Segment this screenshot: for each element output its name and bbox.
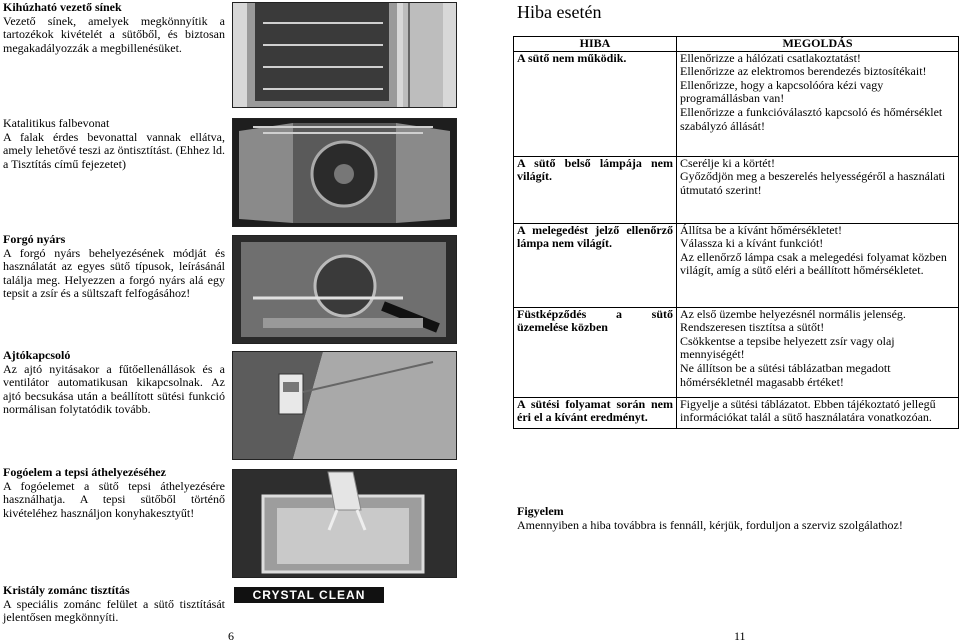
solution-line: Az első üzembe helyezésnél normális jelenség. xyxy=(680,306,906,321)
table-header-row xyxy=(514,37,959,52)
note-text: Amennyiben a hiba továbbra is fennáll, kérjük, forduljon a szerviz szolgálathoz! xyxy=(517,518,903,532)
solution-line: Válassza ki a kívánt funkciót! xyxy=(680,236,824,251)
solution-line: Ellenőrizze az elektromos berendezés biztosítékait! xyxy=(680,64,927,79)
solution-line: Ellenőrizze a hálózati csatlakoztatást! xyxy=(680,50,861,65)
pull-out-rails-image xyxy=(232,2,457,108)
solution-cell xyxy=(677,223,959,307)
table-row xyxy=(514,156,959,223)
section-title: Kihúzható vezető sínek xyxy=(3,0,122,14)
fault-cell: A melegedést jelző ellenőrző lámpa nem világít. xyxy=(514,223,677,307)
solution-cell xyxy=(677,51,959,156)
door-switch-image xyxy=(232,351,457,460)
solution-line: Rendszeresen tisztítsa a sütőt! xyxy=(680,320,825,335)
section-title: Fogóelem a tepsi áthelyezéséhez xyxy=(3,465,166,479)
table-row xyxy=(514,51,959,156)
section-text: Az ajtó nyitásakor a fűtőellenállások és a ventilátor automatikusan kikapcsolnak. Az ajtó becsukása után a beállított sütési funkció normálisan folytatódik tovább. xyxy=(3,361,225,417)
table-row xyxy=(514,223,959,307)
solution-cell xyxy=(677,397,959,428)
section-text: A speciális zománc felület a sütő tisztítását jelentősen megkönnyíti. xyxy=(3,596,225,625)
section-crystal-enamel xyxy=(3,584,225,625)
page-number-left: 6 xyxy=(228,629,234,643)
section-door-switch xyxy=(3,349,225,417)
section-title: Forgó nyárs xyxy=(3,232,66,246)
section-text: A falak érdes bevonattal vannak ellátva, amely lehetővé teszi az öntisztítást. (Ehhez ld. a Tisztítás című fejezetet) xyxy=(3,129,225,171)
table-row xyxy=(514,397,959,428)
solution-cell xyxy=(677,307,959,397)
header-fault: HIBA xyxy=(514,37,677,52)
fault-table xyxy=(513,36,959,429)
solution-line: Ellenőrizze a funkcióválasztó kapcsoló és hőmérséklet szabályzó állását! xyxy=(680,104,943,133)
solution-line: Figyelje a sütési táblázatot. Ebben tájékoztató jellegű információkat talál a sütő használatára vonatkozóan. xyxy=(680,396,936,425)
fault-cell: A sütő nem működik. xyxy=(514,51,677,156)
solution-line: Cserélje ki a körtét! xyxy=(680,155,775,170)
section-pull-out-rails xyxy=(3,1,225,55)
section-title: Kristály zománc tisztítás xyxy=(3,583,130,597)
header-solution: MEGOLDÁS xyxy=(677,37,959,52)
page-number-right: 11 xyxy=(734,629,746,643)
catalytic-wall-image xyxy=(232,118,457,227)
section-title: Ajtókapcsoló xyxy=(3,348,71,362)
attention-note xyxy=(517,504,957,532)
solution-line: Csökkentse a tepsibe helyezett zsír vagy olaj mennyiségét! xyxy=(680,333,895,362)
crystal-clean-logo: CRYSTAL CLEAN xyxy=(234,587,384,603)
section-rotisserie xyxy=(3,233,225,301)
solution-line: Ne állítson be a sütési táblázatban megadott hőmérsékletnél magasabb értéket! xyxy=(680,360,891,389)
page-title: Hiba esetén xyxy=(517,2,602,22)
note-title: Figyelem xyxy=(517,504,564,518)
section-tray-handle xyxy=(3,466,225,520)
rotisserie-image xyxy=(232,235,457,344)
fault-cell: Füstképződés a sütő üzemelése közben xyxy=(514,307,677,397)
fault-cell: A sütési folyamat során nem éri el a kívánt eredményt. xyxy=(514,397,677,428)
tray-handle-image xyxy=(232,469,457,578)
solution-line: Az ellenőrző lámpa csak a melegedési folyamat közben világít, amíg a sütő eléri a beállított hőmérsékletet. xyxy=(680,249,947,278)
section-text: A forgó nyárs behelyezésének módját és használatát az egyes sütő típusok, leírásánál találja meg. Helyezzen a forgó nyárs alá egy tepsit a zsír és a sültszaft felfogásához! xyxy=(3,245,225,301)
solution-line: Állítsa be a kívánt hőmérsékletet! xyxy=(680,222,842,237)
section-text: Vezető sínek, amelyek megkönnyítik a tartozékok kivételét a sütőből, és biztosan megakadályozzák a megbillenésüket. xyxy=(3,13,225,55)
section-title: Katalitikus falbevonat xyxy=(3,116,110,130)
solution-cell xyxy=(677,156,959,223)
section-catalytic-coating xyxy=(3,117,225,171)
section-text: A fogóelemet a sütő tepsi áthelyezésére használhatja. A tepsi sütőből történő kivételéhez használjon konyhakesztyűt! xyxy=(3,478,225,520)
solution-line: Győződjön meg a beszerelés helyességéről a használati útmutató szerint! xyxy=(680,169,946,197)
fault-cell: A sütő belső lámpája nem világít. xyxy=(514,156,677,223)
table-row xyxy=(514,307,959,397)
solution-line: Ellenőrizze, hogy a kapcsolóóra kézi vagy programállásban van! xyxy=(680,77,884,106)
